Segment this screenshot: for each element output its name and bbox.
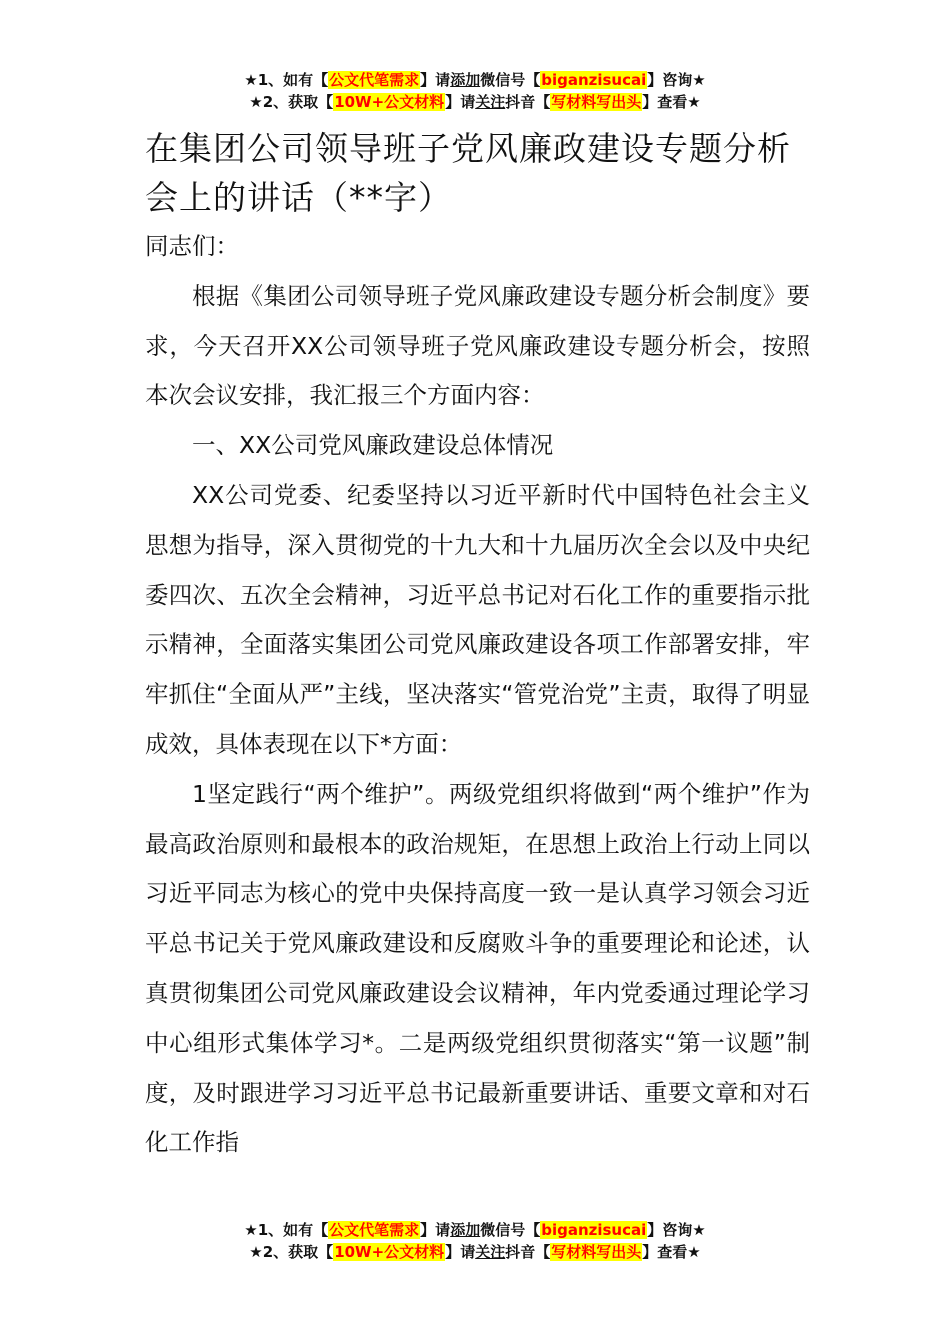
promo-text: ★2、获取【 [249, 1243, 334, 1261]
salutation: 同志们： [145, 232, 239, 260]
promo-text: ★2、获取【 [249, 93, 334, 111]
douyin-id-highlight: 写材料写出头 [551, 93, 642, 111]
promo-text: 抖音【 [505, 93, 551, 111]
douyin-id-highlight: 写材料写出头 [551, 1243, 642, 1261]
promo-text: 】请 [445, 1243, 476, 1261]
promo-banner-bottom [0, 1219, 950, 1263]
promo-text: 抖音【 [505, 1243, 551, 1261]
promo-text: 】请 [445, 93, 476, 111]
promo-text: ★1、如有【 [244, 1221, 329, 1239]
paragraph-point-1: 1坚定践行“两个维护”。两级党组织将做到“两个维护”作为最高政治原则和最根本的政治规矩，在思想上政治上行动上同以习近平同志为核心的党中央保持高度一致一是认真学习领会习近平总书记关于党风廉政建设和反腐败斗争的重要理论和论述，认真贯彻集团公司党风廉政建设会议精神，年内党委通过理论学习中心组形式集体学习*。二是两级党组织贯彻落实“第一议题”制度，及时跟进学习习近平总书记最新重要讲话、重要文章和对石化工作指 [145, 779, 810, 1157]
wechat-id-highlight: biganzisucai [541, 71, 647, 89]
document-body [145, 124, 810, 1168]
paragraph-overview: XX公司党委、纪委坚持以习近平新时代中国特色社会主义思想为指导，深入贯彻党的十九大和十九届历次全会以及中央纪委四次、五次全会精神，习近平总书记对石化工作的重要指示批示精神，全面落实集团公司党风廉政建设各项工作部署安排，牢牢抓住“全面从严”主线，坚决落实“管党治党”主责，取得了明显成效，具体表现在以下*方面： [145, 480, 810, 758]
promo-underline: 添加 [450, 71, 481, 89]
promo-line-2 [0, 1241, 950, 1263]
promo-text: ★1、如有【 [244, 71, 329, 89]
promo-text: 】咨询★ [647, 71, 706, 89]
promo-text: 】查看★ [642, 93, 701, 111]
promo-underline: 关注 [475, 1243, 506, 1261]
promo-underline: 关注 [475, 93, 506, 111]
paragraph-intro: 根据《集团公司领导班子党风廉政建设专题分析会制度》要求，今天召开XX公司领导班子党风廉政建设专题分析会，按照本次会议安排，我汇报三个方面内容： [145, 281, 810, 410]
promo-underline: 添加 [450, 1221, 481, 1239]
promo-text: 】查看★ [642, 1243, 701, 1261]
promo-text: 微信号【 [480, 1221, 541, 1239]
section-heading: 一、XX公司党风廉政建设总体情况 [192, 431, 554, 460]
promo-line-1 [0, 69, 950, 91]
promo-text: 微信号【 [480, 71, 541, 89]
promo-highlight: 10W+公文材料 [334, 1243, 445, 1261]
promo-text: 】咨询★ [647, 1221, 706, 1239]
promo-text: 】请 [420, 1221, 451, 1239]
promo-text: 】请 [420, 71, 451, 89]
promo-line-1 [0, 1219, 950, 1241]
document-title: 在集团公司领导班子党风廉政建设专题分析会上的讲话（**字） [145, 129, 791, 217]
promo-banner-top [0, 69, 950, 113]
wechat-id-highlight: biganzisucai [541, 1221, 647, 1239]
promo-highlight: 10W+公文材料 [334, 93, 445, 111]
promo-highlight: 公文代笔需求 [329, 1221, 420, 1239]
promo-highlight: 公文代笔需求 [329, 71, 420, 89]
promo-line-2 [0, 91, 950, 113]
